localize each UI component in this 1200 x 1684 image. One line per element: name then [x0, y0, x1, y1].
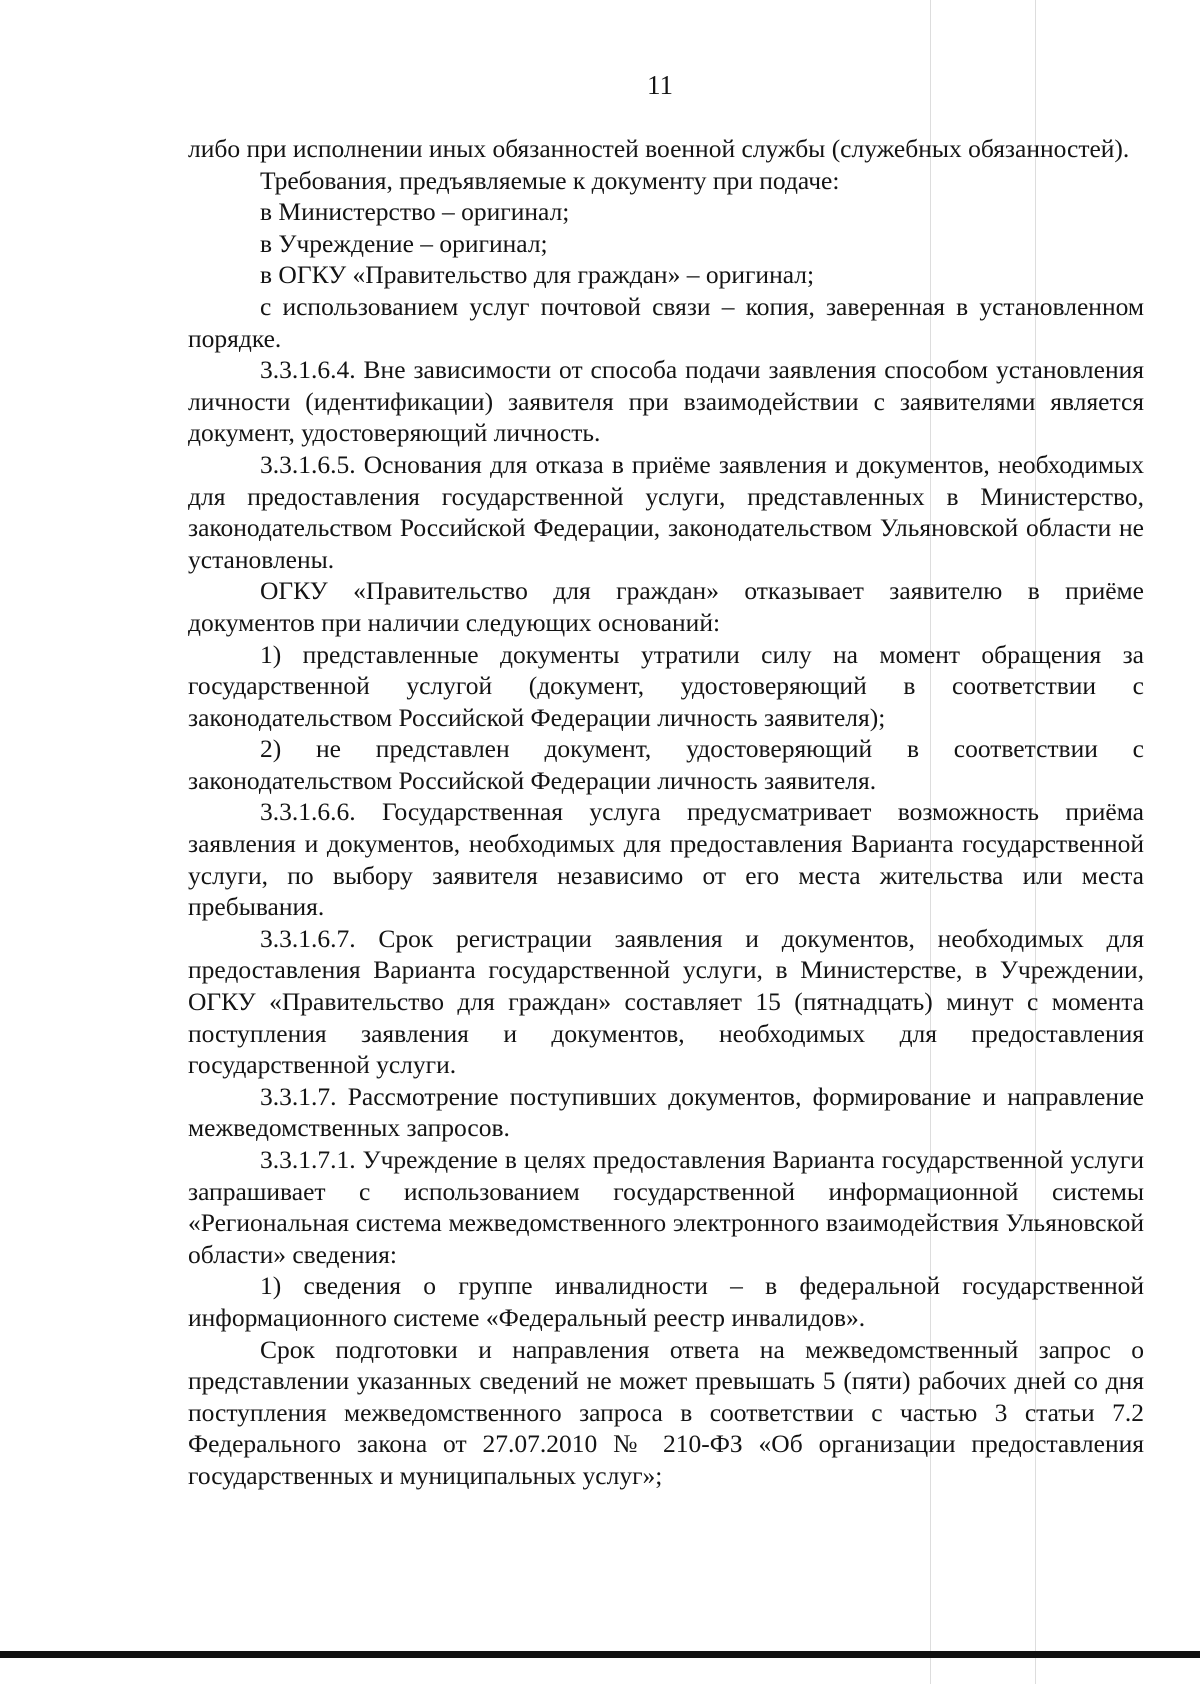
paragraph: в ОГКУ «Правительство для граждан» – оригинал; [260, 260, 815, 290]
paragraph: либо при исполнении иных обязанностей военной службы (служебных обязанностей). [188, 134, 1130, 163]
paragraph: с использованием услуг почтовой связи – копия, заверенная в установленном порядке. [188, 291, 1144, 353]
paragraph: 3.3.1.6.5. Основания для отказа в приёме заявления и документов, необходимых для предоставления государственной услуги, представленных в Министерство, законодательством Российской Федерации, законодательством Ульяновской области не установлены. [188, 449, 1144, 574]
paragraph: 1) представленные документы утратили силу на момент обращения за государственной услугой (документ, удостоверяющий в соответствии с законодательством Российской Федерации личность заявителя); [188, 639, 1144, 732]
paragraph: 2) не представлен документ, удостоверяющий в соответствии с законодательством Российской Федерации личность заявителя. [188, 734, 1144, 795]
paragraph: 3.3.1.6.7. Срок регистрации заявления и документов, необходимых для предоставления Варианта государственной услуги, в Министерстве, в Учреждении, ОГКУ «Правительство для граждан» составляет 15 (пятнадцать) минут с момента поступления заявления и документов, необходимых для предоставления государственной услуги. [188, 923, 1144, 1080]
paragraph: 3.3.1.7.1. Учреждение в целях предоставления Варианта государственной услуги запрашивает с использованием государственной информационной системы «Региональная система межведомственного электронного взаимодействия Ульяновской области» сведения: [188, 1145, 1144, 1269]
scan-bottom-edge [0, 1651, 1200, 1658]
document-body [188, 133, 1144, 1492]
paragraph: в Министерство – оригинал; [260, 197, 570, 227]
paragraph: Требования, предъявляемые к документу при подаче: [260, 165, 840, 195]
paragraph: 1) сведения о группе инвалидности – в федеральной государственной информационного системе «Федеральный реестр инвалидов». [188, 1271, 1144, 1332]
paragraph: ОГКУ «Правительство для граждан» отказывает заявителю в приёме документов при наличии следующих оснований: [188, 576, 1144, 637]
page-number: 11 [647, 70, 673, 100]
paragraph: Срок подготовки и направления ответа на межведомственный запрос о представлении указанных сведений не может превышать 5 (пяти) рабочих дней со дня поступления межведомственного запроса в соответствии с частью 3 статьи 7.2 Федерального закона от 27.07.2010 № 210-ФЗ «Об организации предоставления государственных и муниципальных услуг»; [188, 1334, 1144, 1490]
paragraph: 3.3.1.7. Рассмотрение поступивших документов, формирование и направление межведомственных запросов. [188, 1081, 1144, 1143]
paragraph: в Учреждение – оригинал; [260, 228, 548, 258]
paragraph: 3.3.1.6.4. Вне зависимости от способа подачи заявления способом установления личности (идентификации) заявителя при взаимодействии с заявителями является документ, удостоверяющий личность. [188, 355, 1144, 448]
paragraph: 3.3.1.6.6. Государственная услуга предусматривает возможность приёма заявления и документов, необходимых для предоставления Варианта государственной услуги, по выбору заявителя независимо от его места жительства или места пребывания. [188, 797, 1144, 922]
